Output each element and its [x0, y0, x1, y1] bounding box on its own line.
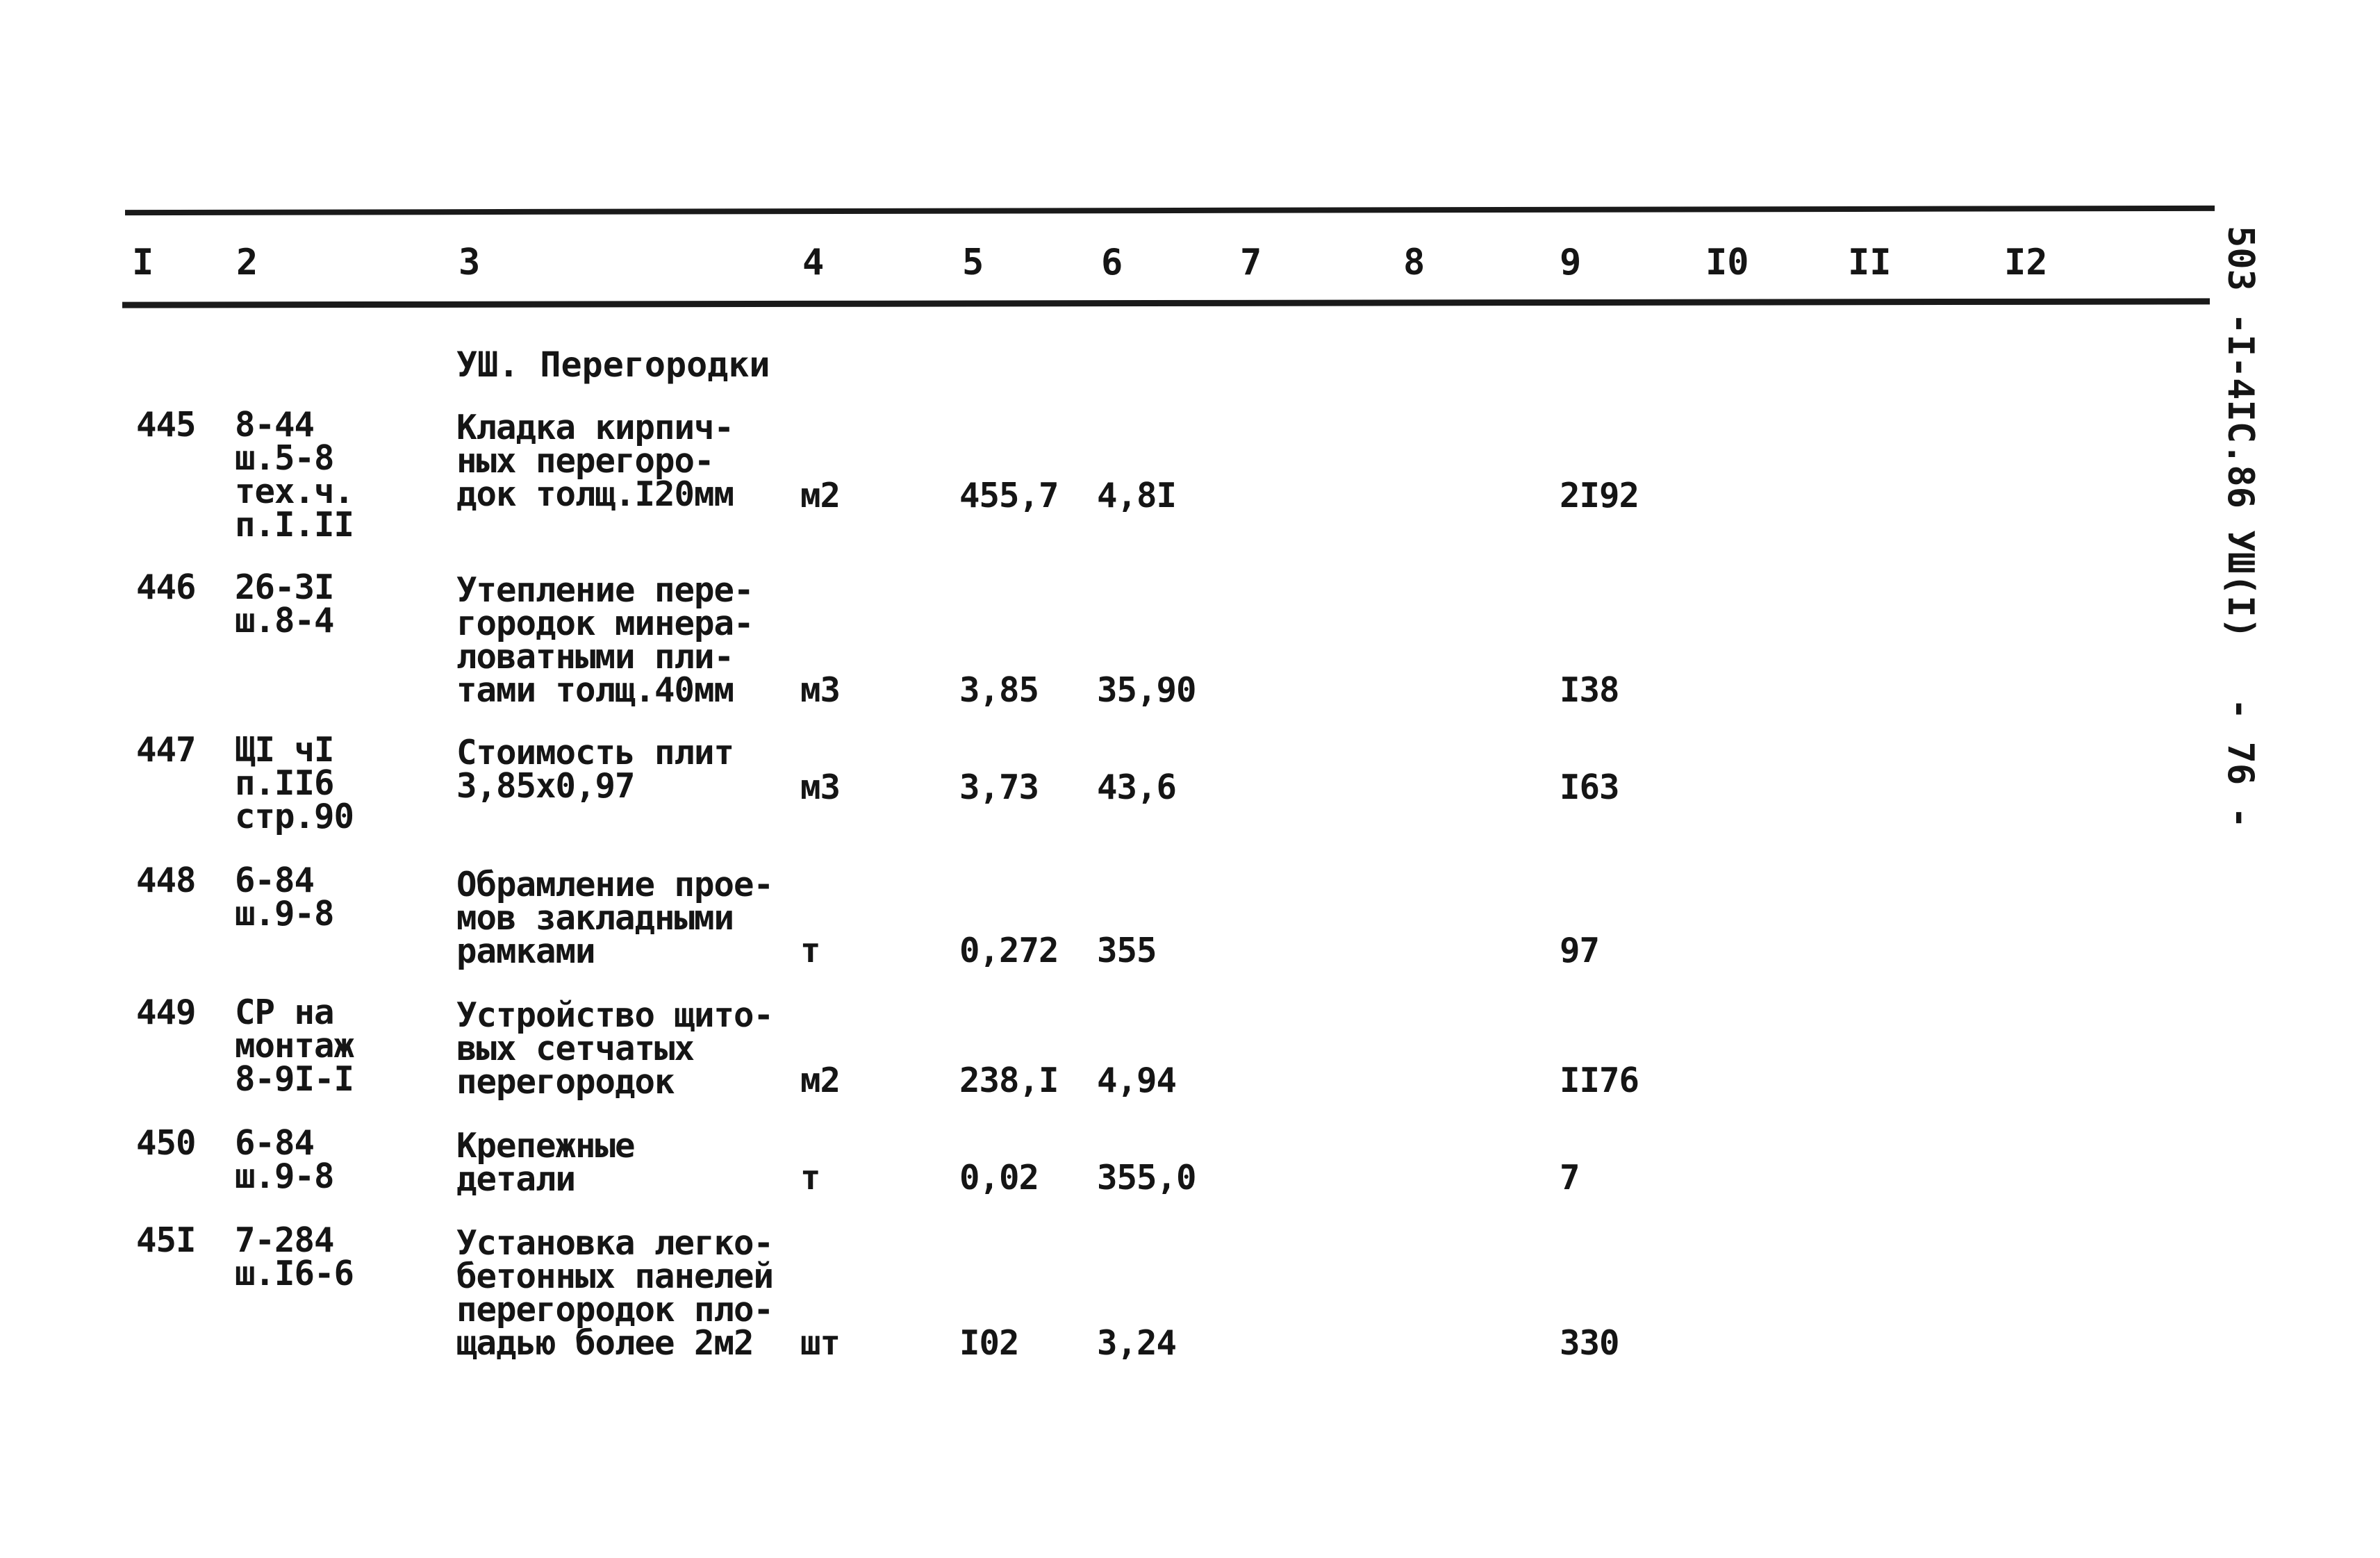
- row-449-unit: м2: [800, 1061, 841, 1100]
- row-447-total: I63: [1560, 768, 1619, 807]
- row-448-num: 448: [136, 861, 196, 900]
- row-450-qty: 0,02: [959, 1158, 1039, 1197]
- row-445-unit: м2: [800, 476, 841, 515]
- row-451-unit: шт: [800, 1323, 841, 1363]
- col-header-9: 9: [1560, 242, 1582, 283]
- row-450-ref: 6-84 ш.9-8: [235, 1123, 334, 1196]
- row-446-unit: м3: [800, 670, 841, 710]
- row-445-ref: 8-44 ш.5-8 тех.ч. п.I.II: [235, 405, 354, 545]
- row-445-total: 2I92: [1560, 476, 1639, 515]
- page-number: - 76 -: [2220, 698, 2261, 829]
- row-447-desc: Стоимость плит 3,85х0,97: [456, 733, 734, 806]
- row-446-ref: 26-3I ш.8-4: [235, 567, 334, 640]
- row-445-desc: Кладка кирпич- ных перегоро- док толщ.I20мм: [456, 408, 734, 514]
- row-450-num: 450: [136, 1123, 196, 1163]
- row-445-price: 4,8I: [1097, 476, 1177, 515]
- row-449-price: 4,94: [1097, 1061, 1177, 1100]
- row-450-desc: Крепежные детали: [456, 1126, 635, 1199]
- col-header-8: 8: [1403, 242, 1425, 283]
- row-448-qty: 0,272: [959, 931, 1059, 970]
- row-448-unit: т: [800, 931, 820, 970]
- col-header-2: 2: [236, 242, 258, 283]
- col-header-1: I: [132, 242, 154, 283]
- col-header-3: 3: [458, 242, 481, 283]
- row-448-total: 97: [1560, 931, 1600, 970]
- col-header-7: 7: [1240, 242, 1262, 283]
- row-450-unit: т: [800, 1158, 820, 1197]
- row-449-qty: 238,I: [959, 1061, 1059, 1100]
- row-448-ref: 6-84 ш.9-8: [235, 861, 334, 934]
- table-top-rule: [125, 206, 2215, 215]
- row-446-total: I38: [1560, 670, 1619, 710]
- row-449-ref: СР на монтаж 8-9I-I: [235, 993, 354, 1099]
- section-title: УШ. Перегородки: [456, 345, 770, 385]
- row-448-price: 355: [1097, 931, 1157, 970]
- row-449-total: II76: [1560, 1061, 1639, 1100]
- row-447-ref: ЩI чI п.II6 стр.90: [235, 730, 354, 836]
- row-446-num: 446: [136, 567, 196, 607]
- document-code: 503 -I-4IC.86 УШ(I): [2220, 226, 2261, 639]
- row-451-total: 330: [1560, 1323, 1619, 1363]
- row-451-ref: 7-284 ш.I6-6: [235, 1220, 354, 1293]
- row-450-total: 7: [1560, 1158, 1580, 1197]
- side-margin-note: [2220, 226, 2261, 851]
- row-445-num: 445: [136, 405, 196, 445]
- row-447-unit: м3: [800, 768, 841, 807]
- row-451-num: 45I: [136, 1220, 196, 1260]
- col-header-10: I0: [1705, 242, 1749, 283]
- row-447-num: 447: [136, 730, 196, 770]
- row-451-price: 3,24: [1097, 1323, 1177, 1363]
- col-header-5: 5: [962, 242, 984, 283]
- col-header-11: II: [1848, 242, 1892, 283]
- row-446-desc: Утепление пере- городок минера- ловатными пли- тами толщ.40мм: [456, 570, 754, 710]
- row-448-desc: Обрамление прое- мов закладными рамками: [456, 865, 774, 971]
- row-445-qty: 455,7: [959, 476, 1059, 515]
- table-header-rule: [122, 298, 2210, 308]
- row-451-qty: I02: [959, 1323, 1019, 1363]
- row-446-price: 35,90: [1097, 670, 1196, 710]
- row-447-qty: 3,73: [959, 768, 1039, 807]
- row-446-qty: 3,85: [959, 670, 1039, 710]
- col-header-6: 6: [1101, 242, 1123, 283]
- row-447-price: 43,6: [1097, 768, 1177, 807]
- col-header-12: I2: [2004, 242, 2048, 283]
- row-450-price: 355,0: [1097, 1158, 1196, 1197]
- col-header-4: 4: [802, 242, 825, 283]
- row-449-num: 449: [136, 993, 196, 1032]
- row-449-desc: Устройство щито- вых сетчатых перегородок: [456, 995, 774, 1102]
- row-451-desc: Установка легко- бетонных панелей перегородок пло- щадью более 2м2: [456, 1223, 774, 1363]
